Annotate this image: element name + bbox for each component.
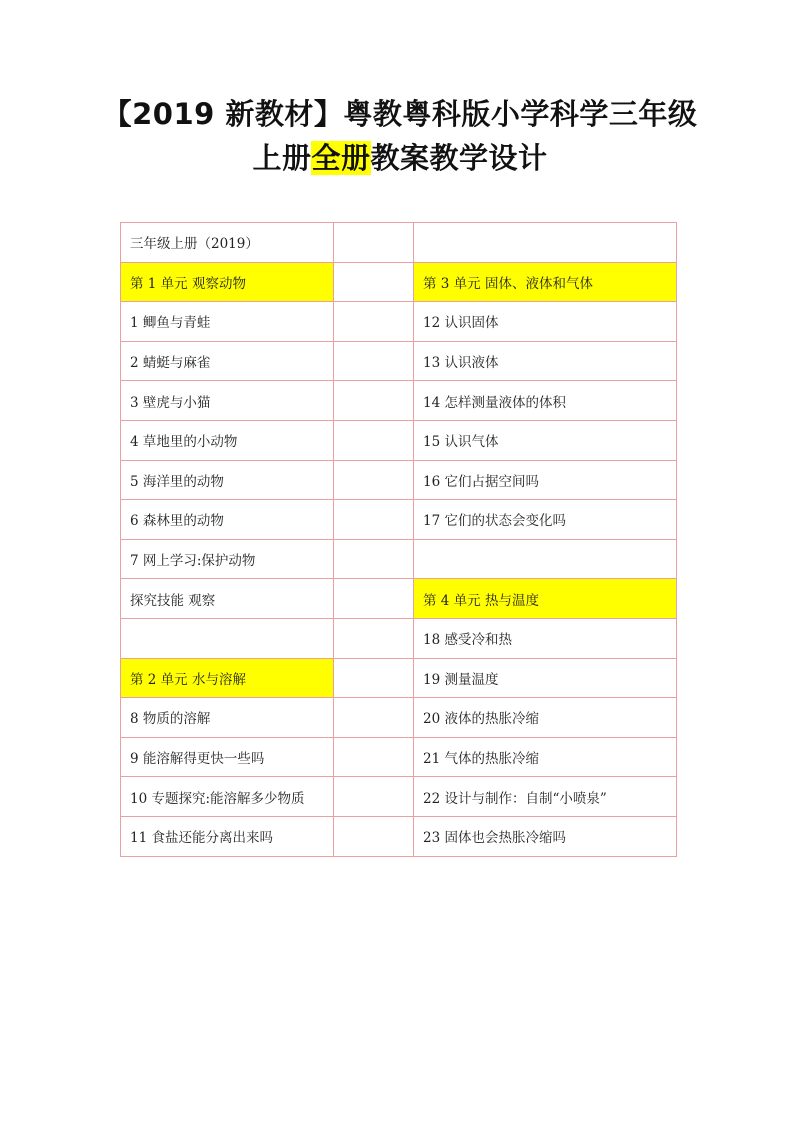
table-cell-right: 22 设计与制作：自制“小喷泉” [414, 777, 677, 817]
table-cell-left: 9 能溶解得更快一些吗 [121, 737, 334, 777]
table-row [121, 262, 677, 302]
document-title [0, 92, 800, 180]
table-row [121, 579, 677, 619]
table-row [121, 302, 677, 342]
table-cell-right: 16 它们占据空间吗 [414, 460, 677, 500]
table-cell-right: 19 测量温度 [414, 658, 677, 698]
table-cell-left [121, 618, 334, 658]
table-row [121, 816, 677, 856]
table-row [121, 658, 677, 698]
contents-table [120, 222, 677, 857]
table-cell-mid [334, 539, 414, 579]
table-row [121, 341, 677, 381]
table-cell-mid [334, 698, 414, 738]
contents-table-body [121, 223, 677, 857]
table-cell-mid [334, 777, 414, 817]
table-cell-mid [334, 816, 414, 856]
table-cell-right: 15 认识气体 [414, 420, 677, 460]
table-cell-left: 第 1 单元 观察动物 [121, 262, 334, 302]
table-cell-mid [334, 262, 414, 302]
table-cell-left: 10 专题探究:能溶解多少物质 [121, 777, 334, 817]
table-row [121, 618, 677, 658]
table-cell-mid [334, 658, 414, 698]
title-highlight: 全册 [311, 141, 371, 175]
title-line-2-prefix: 上册 [252, 141, 312, 175]
table-cell-left: 7 网上学习:保护动物 [121, 539, 334, 579]
title-line-1: 【2019 新教材】粤教粤科版小学科学三年级 [102, 97, 698, 131]
table-cell-mid [334, 341, 414, 381]
table-row [121, 381, 677, 421]
table-cell-mid [334, 618, 414, 658]
table-cell-right: 13 认识液体 [414, 341, 677, 381]
title-line-2-suffix: 教案教学设计 [370, 141, 548, 175]
table-cell-left: 探究技能 观察 [121, 579, 334, 619]
table-cell-left: 11 食盐还能分离出来吗 [121, 816, 334, 856]
table-cell-mid [334, 579, 414, 619]
table-cell-left: 2 蜻蜓与麻雀 [121, 341, 334, 381]
table-cell-mid [334, 460, 414, 500]
table-cell-right: 17 它们的状态会变化吗 [414, 500, 677, 540]
table-cell-right: 20 液体的热胀冷缩 [414, 698, 677, 738]
table-cell-right: 第 3 单元 固体、液体和气体 [414, 262, 677, 302]
table-cell-mid [334, 737, 414, 777]
title-line-2 [0, 136, 800, 180]
table-cell-right: 23 固体也会热胀冷缩吗 [414, 816, 677, 856]
table-cell-left: 4 草地里的小动物 [121, 420, 334, 460]
table-cell-right: 21 气体的热胀冷缩 [414, 737, 677, 777]
table-row [121, 223, 677, 263]
table-cell-left: 5 海洋里的动物 [121, 460, 334, 500]
table-row [121, 420, 677, 460]
table-row [121, 460, 677, 500]
table-cell-right: 14 怎样测量液体的体积 [414, 381, 677, 421]
table-row [121, 698, 677, 738]
table-cell-left: 1 鲫鱼与青蛙 [121, 302, 334, 342]
table-row [121, 777, 677, 817]
table-cell-left: 三年级上册（2019） [121, 223, 334, 263]
table-cell-right: 18 感受冷和热 [414, 618, 677, 658]
table-cell-mid [334, 500, 414, 540]
table-cell-right: 第 4 单元 热与温度 [414, 579, 677, 619]
table-cell-left: 6 森林里的动物 [121, 500, 334, 540]
table-cell-mid [334, 223, 414, 263]
table-cell-mid [334, 302, 414, 342]
table-row [121, 737, 677, 777]
table-cell-right [414, 223, 677, 263]
table-cell-right: 12 认识固体 [414, 302, 677, 342]
table-cell-left: 3 壁虎与小猫 [121, 381, 334, 421]
table-cell-mid [334, 420, 414, 460]
table-row [121, 539, 677, 579]
table-cell-mid [334, 381, 414, 421]
table-row [121, 500, 677, 540]
table-cell-left: 第 2 单元 水与溶解 [121, 658, 334, 698]
table-cell-left: 8 物质的溶解 [121, 698, 334, 738]
table-cell-right [414, 539, 677, 579]
